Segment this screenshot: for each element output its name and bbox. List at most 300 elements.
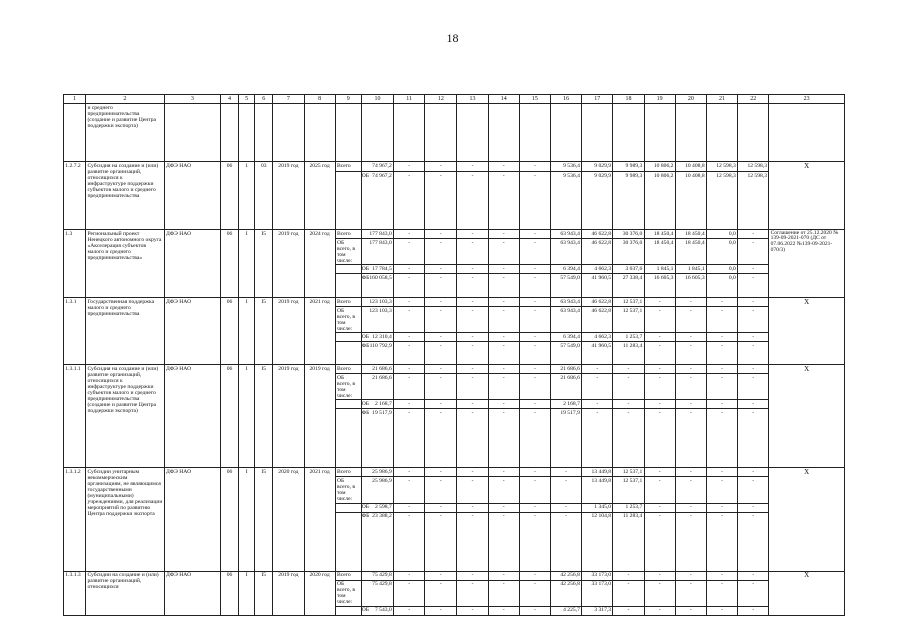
year-value: - (488, 400, 519, 409)
empty-cell (64, 104, 86, 162)
start-year: 2019 год (273, 162, 304, 230)
source-label: Всего (335, 571, 361, 580)
source-label: ОБ (335, 503, 361, 512)
source-label: Всего (335, 468, 361, 477)
table-row (64, 162, 845, 172)
year-value: 33 173,0 (582, 580, 613, 606)
empty-cell (582, 104, 613, 162)
header-cell: 7 (273, 95, 304, 104)
year-value: 9 536,4 (551, 162, 582, 172)
year-value: - (519, 503, 550, 512)
year-value: - (706, 307, 737, 333)
header-cell: 16 (551, 95, 582, 104)
code-col-4: 06 (221, 298, 239, 365)
year-value: - (644, 298, 675, 307)
year-value: - (613, 580, 644, 606)
year-value: 13 449,8 (582, 468, 613, 477)
year-value: - (738, 307, 769, 333)
year-value: 10 408,8 (675, 172, 706, 230)
year-value: - (457, 468, 488, 477)
year-value: - (519, 172, 550, 230)
item-code: 1.3.1.1 (64, 365, 86, 468)
source-label: Всего (335, 230, 361, 239)
year-value: - (394, 477, 425, 503)
year-value: - (488, 477, 519, 503)
year-value: - (457, 307, 488, 333)
item-name: Субсидия на создание и (или) развитие организаций, относящихся к инфраструктуре поддержки субъектов малого и среднего предпринимательства (создание и развитие Центра поддержки экспорта) (86, 365, 165, 468)
year-value: 46 622,8 (582, 307, 613, 333)
year-value: - (644, 333, 675, 342)
source-label: ФБ (335, 409, 361, 468)
start-year: 2020 год (273, 468, 304, 571)
year-value: - (738, 333, 769, 342)
year-value: - (706, 298, 737, 307)
year-value: - (738, 365, 769, 374)
year-value: - (644, 571, 675, 580)
header-cell: 6 (255, 95, 273, 104)
year-value: 0,0 (706, 274, 737, 298)
year-value: - (675, 307, 706, 333)
year-value: 13 449,8 (582, 477, 613, 503)
note-cell: X (769, 571, 845, 615)
year-value: - (425, 571, 457, 580)
year-value: - (457, 580, 488, 606)
year-value: 11 283,4 (613, 512, 644, 571)
year-value: - (394, 606, 425, 615)
source-label: ОБ (335, 265, 361, 274)
year-value: 21 686,6 (551, 365, 582, 374)
note-cell: Соглашение от 25.12.2020 № 139-09-2021-070 (ДС от 07.06.2022 №139-09-2021-070/3) (769, 230, 845, 298)
year-value: - (519, 239, 550, 265)
header-cell: 13 (457, 95, 488, 104)
item-name: Субсидии на создание и (или) развитие организаций, относящихся (86, 571, 165, 615)
year-value: - (675, 400, 706, 409)
year-value: - (425, 333, 457, 342)
year-value: - (425, 162, 457, 172)
year-value: - (425, 307, 457, 333)
year-value: - (425, 239, 457, 265)
start-year: 2019 год (273, 230, 304, 298)
year-value: 30 376,0 (613, 239, 644, 265)
table-row (64, 298, 845, 307)
year-value: - (457, 274, 488, 298)
year-value: - (675, 571, 706, 580)
empty-cell (738, 104, 769, 162)
year-value: 1 845,1 (644, 265, 675, 274)
year-value: 16 605,3 (644, 274, 675, 298)
year-value: - (457, 503, 488, 512)
empty-cell (239, 104, 255, 162)
year-value: - (519, 606, 550, 615)
code-col-5: 1 (239, 162, 255, 230)
year-value: - (457, 365, 488, 374)
year-value: - (519, 162, 550, 172)
year-value: - (582, 400, 613, 409)
year-value: - (706, 468, 737, 477)
year-value: - (519, 374, 550, 400)
year-value: - (738, 477, 769, 503)
year-value: - (706, 374, 737, 400)
source-label: ОБ (335, 400, 361, 409)
year-value: - (519, 274, 550, 298)
year-value: 9 989,3 (613, 172, 644, 230)
year-value: - (613, 400, 644, 409)
year-value: - (394, 239, 425, 265)
source-label: ОБ (335, 606, 361, 615)
year-value: 16 605,3 (675, 274, 706, 298)
end-year: 2019 год (304, 365, 335, 468)
item-code: 1.3.1.3 (64, 571, 86, 615)
year-value: - (675, 503, 706, 512)
item-code: 1.3 (64, 230, 86, 298)
year-value: - (519, 307, 550, 333)
year-value: - (425, 230, 457, 239)
year-value: - (519, 333, 550, 342)
year-value: - (457, 374, 488, 400)
total-value: 21 686,6 (361, 374, 393, 400)
year-value: - (613, 365, 644, 374)
year-value: 10 408,8 (675, 162, 706, 172)
year-value: - (675, 298, 706, 307)
year-value: - (394, 265, 425, 274)
empty-cell (644, 104, 675, 162)
year-value: - (519, 400, 550, 409)
year-value: - (425, 580, 457, 606)
year-value: 0,0 (706, 265, 737, 274)
year-value: - (457, 409, 488, 468)
year-value: 1 253,7 (613, 503, 644, 512)
source-label: ФБ (335, 274, 361, 298)
header-row (64, 95, 845, 104)
total-value: 74 967,2 (361, 172, 393, 230)
year-value: 63 943,4 (551, 239, 582, 265)
year-value: - (457, 162, 488, 172)
year-value: - (457, 571, 488, 580)
year-value: - (519, 571, 550, 580)
year-value: 2 168,7 (551, 400, 582, 409)
end-year: 2025 год (304, 162, 335, 230)
year-value: - (519, 477, 550, 503)
year-value: - (644, 400, 675, 409)
year-value: - (425, 503, 457, 512)
source-label: ОБ всего, в том числе: (335, 477, 361, 503)
year-value: - (394, 230, 425, 239)
year-value: - (488, 239, 519, 265)
year-value: - (551, 503, 582, 512)
year-value: - (394, 503, 425, 512)
item-executor: ДФЭ НАО (164, 365, 220, 468)
year-value: - (675, 606, 706, 615)
header-cell: 2 (86, 95, 165, 104)
item-name: и среднего предпринимательства (создание и развитие Центра поддержки экспорта) (86, 104, 165, 162)
year-value: - (394, 468, 425, 477)
year-value: 41 960,5 (582, 274, 613, 298)
year-value: - (738, 409, 769, 468)
year-value: 1 845,1 (675, 265, 706, 274)
total-value: 12 310,4 (361, 333, 393, 342)
header-cell: 1 (64, 95, 86, 104)
year-value: - (488, 298, 519, 307)
year-value: - (488, 333, 519, 342)
year-value: 27 338,4 (613, 274, 644, 298)
table-row (64, 571, 845, 580)
empty-cell (551, 104, 582, 162)
header-cell: 9 (335, 95, 361, 104)
code-col-6: I5 (255, 230, 273, 298)
year-value: - (675, 409, 706, 468)
year-value: - (738, 400, 769, 409)
start-year: 2019 год (273, 298, 304, 365)
total-value: 123 103,3 (361, 298, 393, 307)
year-value: - (488, 274, 519, 298)
code-col-6: I5 (255, 298, 273, 365)
end-year: 2020 год (304, 571, 335, 615)
year-value: - (425, 400, 457, 409)
year-value: - (457, 172, 488, 230)
year-value: - (488, 503, 519, 512)
source-label: Всего (335, 365, 361, 374)
header-cell: 14 (488, 95, 519, 104)
item-code: 1.2.7.2 (64, 162, 86, 230)
empty-cell (675, 104, 706, 162)
year-value: 10 806,2 (644, 162, 675, 172)
year-value: - (394, 374, 425, 400)
year-value: - (738, 239, 769, 265)
start-year: 2019 год (273, 365, 304, 468)
year-value: - (488, 230, 519, 239)
year-value: - (706, 365, 737, 374)
end-year: 2024 год (304, 230, 335, 298)
year-value: - (613, 409, 644, 468)
note-cell: X (769, 162, 845, 230)
year-value: - (394, 365, 425, 374)
total-value: 21 686,6 (361, 365, 393, 374)
code-col-5: I (239, 298, 255, 365)
header-cell: 12 (425, 95, 457, 104)
year-value: - (457, 477, 488, 503)
code-col-5: I (239, 468, 255, 571)
empty-cell (706, 104, 737, 162)
year-value: 12 104,8 (582, 512, 613, 571)
year-value: 57 549,0 (551, 274, 582, 298)
year-value: 10 806,2 (644, 172, 675, 230)
total-value: 123 103,3 (361, 307, 393, 333)
year-value: - (488, 468, 519, 477)
year-value: - (394, 342, 425, 365)
year-value: 19 517,9 (551, 409, 582, 468)
item-executor: ДФЭ НАО (164, 298, 220, 365)
year-value: - (738, 374, 769, 400)
year-value: - (488, 580, 519, 606)
year-value: - (738, 468, 769, 477)
year-value: - (519, 580, 550, 606)
year-value: - (738, 342, 769, 365)
year-value: - (425, 274, 457, 298)
year-value: 6 394,4 (551, 265, 582, 274)
year-value: - (488, 409, 519, 468)
year-value: - (488, 172, 519, 230)
year-value: - (613, 571, 644, 580)
year-value: - (488, 512, 519, 571)
year-value: - (425, 374, 457, 400)
year-value: - (519, 512, 550, 571)
empty-cell (221, 104, 239, 162)
year-value: 12 537,1 (613, 477, 644, 503)
year-value: - (488, 571, 519, 580)
year-value: 4 662,3 (582, 333, 613, 342)
year-value: - (394, 307, 425, 333)
header-cell: 5 (239, 95, 255, 104)
year-value: - (738, 274, 769, 298)
year-value: 9 029,9 (582, 172, 613, 230)
year-value: - (675, 333, 706, 342)
code-col-4: 06 (221, 571, 239, 615)
year-value: 3 037,6 (613, 265, 644, 274)
year-value: - (425, 606, 457, 615)
item-executor: ДФЭ НАО (164, 230, 220, 298)
year-value: - (644, 606, 675, 615)
year-value: - (675, 512, 706, 571)
source-label: Всего (335, 162, 361, 172)
year-value: - (519, 468, 550, 477)
year-value: - (488, 342, 519, 365)
year-value: - (706, 409, 737, 468)
end-year: 2021 год (304, 468, 335, 571)
year-value: 4 662,3 (582, 265, 613, 274)
item-code: 1.3.1 (64, 298, 86, 365)
year-value: 6 394,4 (551, 333, 582, 342)
total-value: 177 843,0 (361, 239, 393, 265)
source-label: ФБ (335, 342, 361, 365)
year-value: - (613, 374, 644, 400)
year-value: - (488, 265, 519, 274)
year-value: - (551, 512, 582, 571)
item-name: Государственная поддержка малого и среднего предпринимательства (86, 298, 165, 365)
year-value: 3 317,3 (582, 606, 613, 615)
year-value: - (519, 365, 550, 374)
year-value: - (457, 512, 488, 571)
year-value: - (425, 477, 457, 503)
code-col-4: 06 (221, 230, 239, 298)
total-value: 75 429,8 (361, 580, 393, 606)
note-cell: X (769, 365, 845, 468)
empty-cell (457, 104, 488, 162)
year-value: 18 450,4 (644, 239, 675, 265)
year-value: - (519, 230, 550, 239)
year-value: - (425, 172, 457, 230)
year-value: 21 686,6 (551, 374, 582, 400)
year-value: - (457, 342, 488, 365)
item-executor: ДФЭ НАО (164, 468, 220, 571)
total-value: 2 168,7 (361, 400, 393, 409)
item-name: Субсидия на создание и (или) развитие организаций, относящихся к инфраструктуре поддержки субъектов малого и среднего предпринимательства (86, 162, 165, 230)
header-cell: 10 (361, 95, 393, 104)
empty-cell (304, 104, 335, 162)
year-value: - (425, 365, 457, 374)
year-value: - (644, 409, 675, 468)
year-value: - (738, 265, 769, 274)
year-value: - (675, 477, 706, 503)
empty-cell (425, 104, 457, 162)
empty-cell (164, 104, 220, 162)
source-label: ОБ всего, в том числе: (335, 374, 361, 400)
item-name: Субсидии унитарным некоммерческим организациям, не являющимся государственными (муниципальными) учреждениями, для реализации мероприятий по развитию Центра поддержки экспорта (86, 468, 165, 571)
year-value: - (519, 265, 550, 274)
empty-cell (519, 104, 550, 162)
year-value: 12 598,3 (706, 172, 737, 230)
year-value: - (457, 400, 488, 409)
year-value: - (738, 580, 769, 606)
year-value: - (675, 374, 706, 400)
empty-cell (255, 104, 273, 162)
code-col-4: 06 (221, 468, 239, 571)
total-value: 7 543,0 (361, 606, 393, 615)
continued-row (64, 104, 845, 162)
note-cell: X (769, 298, 845, 365)
total-value: 17 784,5 (361, 265, 393, 274)
total-value: 25 986,9 (361, 468, 393, 477)
year-value: - (519, 409, 550, 468)
year-value: - (675, 365, 706, 374)
year-value: - (738, 571, 769, 580)
year-value: - (394, 298, 425, 307)
code-col-5: I (239, 365, 255, 468)
year-value: - (706, 606, 737, 615)
year-value: 12 537,1 (613, 468, 644, 477)
header-cell: 4 (221, 95, 239, 104)
year-value: - (706, 342, 737, 365)
year-value: - (738, 606, 769, 615)
year-value: - (675, 468, 706, 477)
year-value: - (644, 512, 675, 571)
year-value: - (706, 333, 737, 342)
note-cell: X (769, 468, 845, 571)
year-value: - (394, 512, 425, 571)
year-value: - (738, 298, 769, 307)
item-executor: ДФЭ НАО (164, 571, 220, 615)
year-value: - (675, 342, 706, 365)
year-value: - (706, 512, 737, 571)
year-value: - (551, 477, 582, 503)
item-name: Региональный проект Ненецкого автономного округа «Акселерация субъектов малого и среднего предпринимательства» (86, 230, 165, 298)
year-value: - (582, 374, 613, 400)
year-value: 9 989,3 (613, 162, 644, 172)
total-value: 2 598,7 (361, 503, 393, 512)
code-col-6: I5 (255, 365, 273, 468)
code-col-5: I (239, 230, 255, 298)
year-value: - (488, 162, 519, 172)
code-col-6: I5 (255, 468, 273, 571)
year-value: - (738, 503, 769, 512)
year-value: - (457, 239, 488, 265)
year-value: - (425, 468, 457, 477)
year-value: 33 173,0 (582, 571, 613, 580)
year-value: 1 253,7 (613, 333, 644, 342)
year-value: 9 536,4 (551, 172, 582, 230)
year-value: - (551, 468, 582, 477)
year-value: - (394, 274, 425, 298)
source-label: ОБ (335, 333, 361, 342)
year-value: 12 598,3 (738, 172, 769, 230)
year-value: 0,0 (706, 239, 737, 265)
total-value: 25 986,9 (361, 477, 393, 503)
year-value: 12 598,3 (706, 162, 737, 172)
year-value: - (425, 265, 457, 274)
year-value: - (394, 409, 425, 468)
year-value: - (425, 298, 457, 307)
code-col-6: 03 (255, 162, 273, 230)
year-value: - (644, 477, 675, 503)
